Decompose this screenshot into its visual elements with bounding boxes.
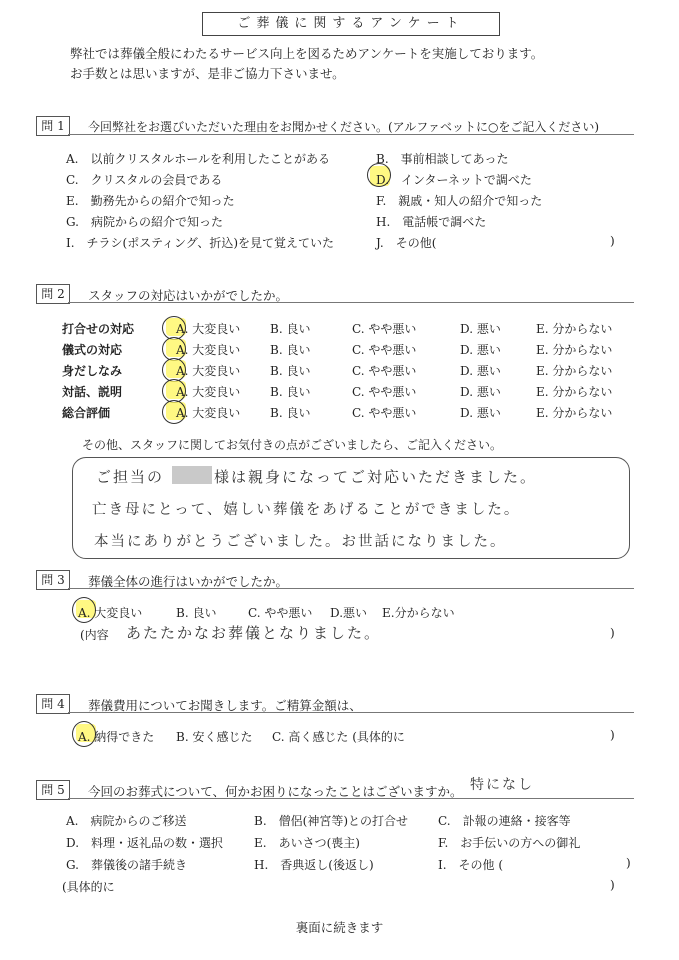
q2-choice[interactable]: B. 良い [270,343,311,357]
q2-choice[interactable]: C. やや悪い [352,364,417,378]
question-2-tag: 問 2 [36,284,70,304]
q2-choice[interactable]: B. 良い [270,364,311,378]
comment-line-3: 本当にありがとうございました。お世話になりました。 [94,534,507,550]
q2-choice[interactable]: C. やや悪い [352,343,417,357]
survey-title: ご葬儀に関するアンケート [202,12,500,36]
q4-choice-a[interactable]: A. 納得できた [78,730,155,744]
q2-choice[interactable]: E. 分からない [536,364,613,378]
q4-choice-c[interactable]: C. 高く感じた (具体的に [272,730,405,744]
q1-option-a[interactable]: A. 以前クリスタルホールを利用したことがある [66,152,331,166]
q5-option-i-close: ) [626,856,631,870]
q2-choice[interactable]: E. 分からない [536,343,613,357]
q2-choice[interactable]: A. 大変良い [176,406,241,420]
q2-comment-prompt: その他、スタッフに関してお気付きの点がございましたら、ご記入ください。 [82,438,503,452]
q1-option-c[interactable]: C. クリスタルの会員である [66,173,223,187]
q1-option-f[interactable]: F. 親戚・知人の紹介で知った [376,194,543,208]
redacted-name [172,466,212,484]
q2-choice[interactable]: D. 悪い [460,322,501,336]
question-3-tag: 問 3 [36,570,70,590]
q5-option-g[interactable]: G. 葬儀後の諸手続き [66,858,187,872]
question-5-tag: 問 5 [36,780,70,800]
q3-choice-d[interactable]: D.悪い [330,606,368,620]
q5-handwritten-note: 特になし [470,777,534,793]
q3-choice-b[interactable]: B. 良い [176,606,217,620]
question-3-text: 葬儀全体の進行はいかがでしたか。 [88,574,289,589]
q2-choice[interactable]: A. 大変良い [176,343,241,357]
comment-line-2: 亡き母にとって、嬉しい葬儀をあげることができました。 [92,502,521,518]
q2-row-label: 対話、説明 [62,385,123,399]
q5-option-d[interactable]: D. 料理・返礼品の数・選択 [66,836,224,850]
q3-choice-a[interactable]: A. 大変良い [78,606,143,620]
q2-row-label: 身だしなみ [62,364,123,378]
q2-choice[interactable]: C. やや悪い [352,322,417,336]
q2-choice[interactable]: D. 悪い [460,385,501,399]
q4-close-paren: ) [610,728,615,742]
question-1-text: 今回弊社をお選びいただいた理由をお聞かせください。(アルファベットに○をご記入ください) [88,120,600,134]
comment-line-1b: 様は親身になってご対応いただきました。 [214,468,538,486]
continue-on-back: 裏面に続きます [295,920,384,935]
q2-choice[interactable]: E. 分からない [536,406,613,420]
q1-option-e[interactable]: E. 勤務先からの紹介で知った [66,194,235,208]
q2-choice[interactable]: E. 分からない [536,322,613,336]
q2-choice[interactable]: B. 良い [270,322,311,336]
q2-choice[interactable]: D. 悪い [460,364,501,378]
intro-line-1: 弊社では葬儀全般にわたるサービス向上を図るためアンケートを実施しております。 [70,46,544,61]
comment-line-1a: ご担当の [96,468,165,486]
q2-choice[interactable]: B. 良い [270,385,311,399]
q3-choice-e[interactable]: E.分からない [382,606,455,620]
intro-line-2: お手数とは思いますが、是非ご協力下さいませ。 [70,66,345,81]
q3-choice-c[interactable]: C. やや悪い [248,606,313,620]
q5-option-c[interactable]: C. 訃報の連絡・接客等 [438,814,571,828]
question-1-tag: 問 1 [36,116,70,136]
q5-option-a[interactable]: A. 病院からのご移送 [66,814,187,828]
question-4-tag: 問 4 [36,694,70,714]
q1-option-d[interactable]: D. インターネットで調べた [376,173,532,187]
q1-option-i[interactable]: I. チラシ(ポスティング、折込)を見て覚えていた [66,236,334,250]
q2-choice[interactable]: C. やや悪い [352,385,417,399]
q1-option-g[interactable]: G. 病院からの紹介で知った [66,215,223,229]
q5-option-f[interactable]: F. お手伝いの方への御礼 [438,836,581,850]
q2-choice[interactable]: D. 悪い [460,343,501,357]
q2-choice[interactable]: A. 大変良い [176,322,241,336]
q2-choice[interactable]: B. 良い [270,406,311,420]
q3-detail-text: あたたかなお葬儀となりました。 [126,624,382,642]
q2-choice[interactable]: C. やや悪い [352,406,417,420]
question-2-text: スタッフの対応はいかがでしたか。 [88,288,289,303]
q2-choice[interactable]: A. 大変良い [176,364,241,378]
q5-option-b[interactable]: B. 僧侶(神宮等)との打合せ [254,814,408,828]
q5-close-paren: ) [610,878,615,892]
q2-row-label: 儀式の対応 [62,343,123,357]
q3-detail-label: (内容 [80,628,109,642]
q5-option-e[interactable]: E. あいさつ(喪主) [254,836,360,850]
q1-option-h[interactable]: H. 電話帳で調べた [376,215,487,229]
q2-row-label: 打合せの対応 [62,322,135,336]
question-5-text: 今回のお葬式について、何かお困りになったことはございますか。 [88,784,463,799]
q1-option-b[interactable]: B. 事前相談してあった [376,152,509,166]
q2-choice[interactable]: D. 悪い [460,406,501,420]
q4-choice-b[interactable]: B. 安く感じた [176,730,253,744]
q5-detail-label: (具体的に [62,880,115,894]
question-4-text: 葬儀費用についてお聞きします。ご精算金額は、 [88,698,362,713]
q2-choice[interactable]: A. 大変良い [176,385,241,399]
q5-option-h[interactable]: H. 香典返し(後返し) [254,858,374,872]
q1-option-j-close: ) [610,234,615,248]
q2-row-label: 総合評価 [62,406,111,420]
q5-option-i[interactable]: I. その他 ( [438,858,504,872]
q3-close-paren: ) [610,626,615,640]
q1-option-j[interactable]: J. その他( [376,236,437,250]
q2-choice[interactable]: E. 分からない [536,385,613,399]
